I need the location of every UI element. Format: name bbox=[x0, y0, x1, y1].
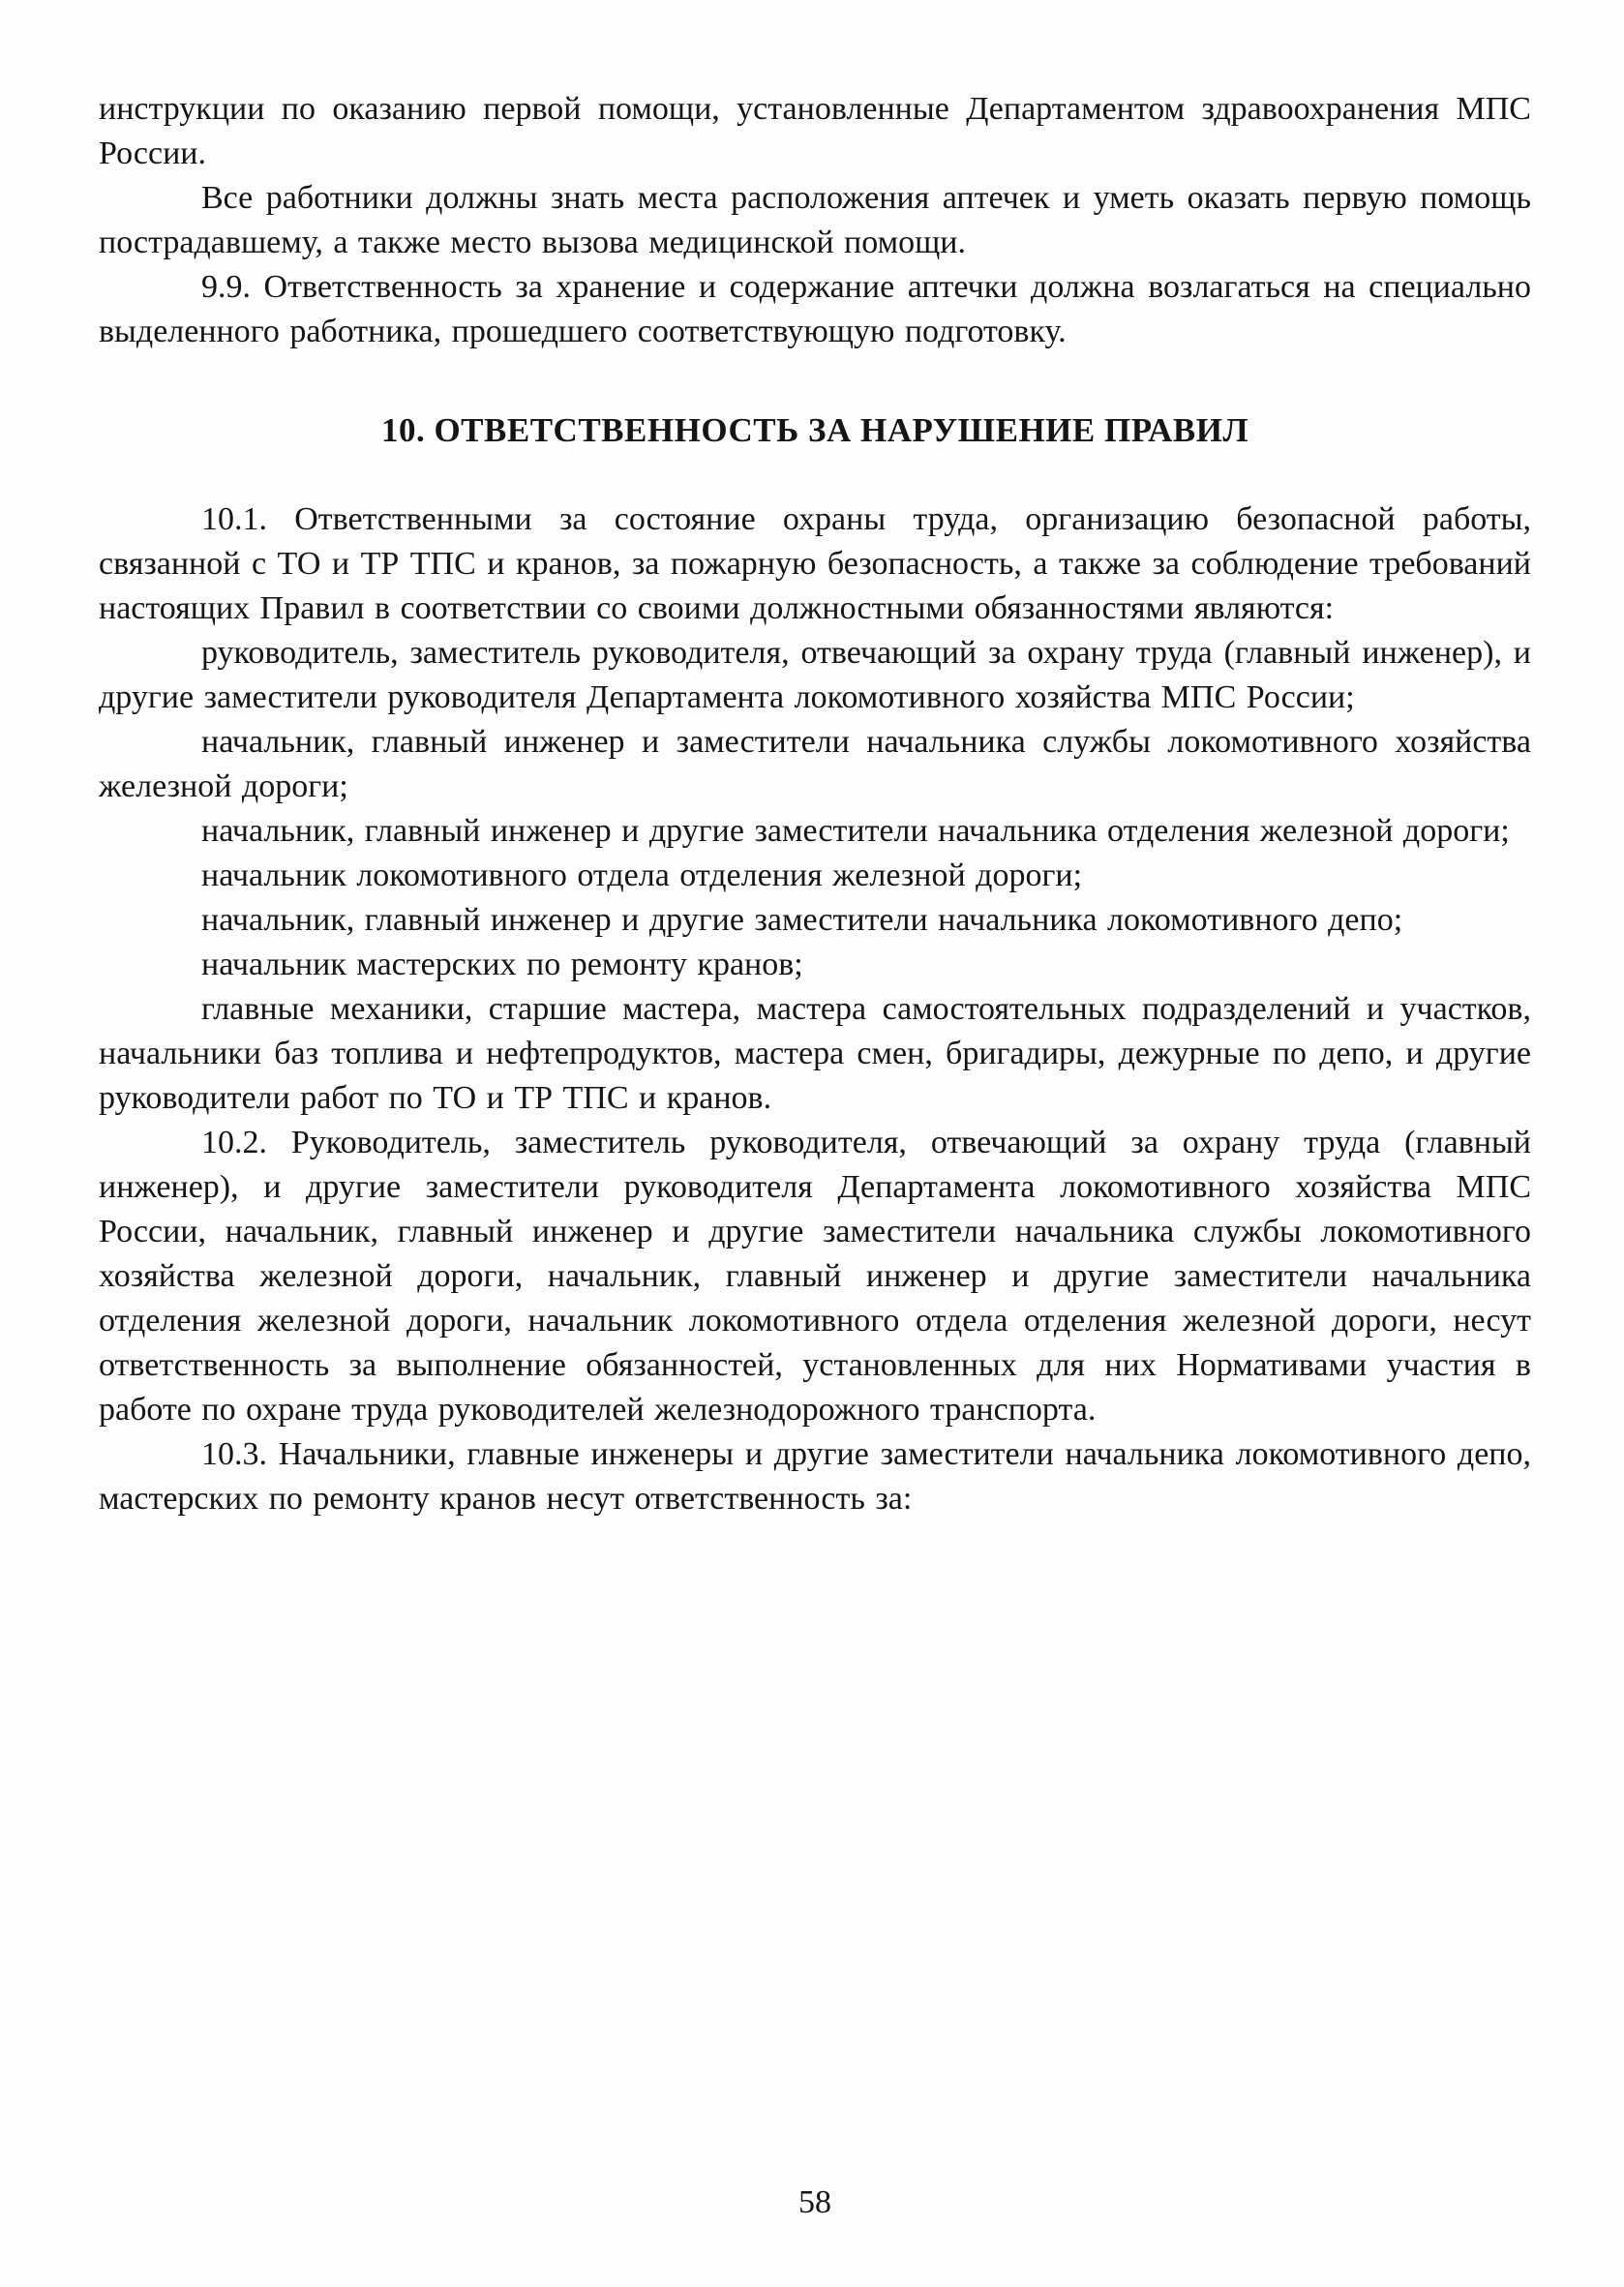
paragraph-10-3: 10.3. Начальники, главные инженеры и другие заместители начальника локомотивного депо, мастерских по ремонту кранов несут ответственность за: bbox=[99, 1436, 1531, 1517]
section-heading: 10. ОТВЕТСТВЕННОСТЬ ЗА НАРУШЕНИЕ ПРАВИЛ bbox=[380, 411, 1249, 449]
list-item-nachalnik-lokomotivnogo-otdela: начальник локомотивного отдела отделения железной дороги; bbox=[201, 858, 1083, 893]
list-item-glavnye-mehaniki: главные механики, старшие мастера, мастера самостоятельных подразделений и участков, начальники баз топлива и нефтепродуктов, мастера смен, бригадиры, дежурные по депо, и другие руководители работ по ТО и ТР ТПС и кранов. bbox=[99, 991, 1531, 1116]
list-item-nachalnik-sluzhby: начальник, главный инженер и заместители начальника службы локомотивного хозяйства железной дороги; bbox=[99, 724, 1531, 804]
paragraph-10-1: 10.1. Ответственными за состояние охраны труда, организацию безопасной работы, связанной с ТО и ТР ТПС и кранов, за пожарную безопасность, а также за соблюдение требований настоящих Правил в соответствии со своими должностными обязанностями являются: bbox=[99, 501, 1531, 626]
list-item-nachalnik-otdeleniya: начальник, главный инженер и другие заместители начальника отделения железной дороги; bbox=[201, 813, 1510, 849]
page-content bbox=[99, 87, 1531, 1521]
list-item-nachalnik-depo: начальник, главный инженер и другие заместители начальника локомотивного депо; bbox=[201, 902, 1403, 938]
paragraph-continuation: инструкции по оказанию первой помощи, установленные Департаментом здравоохранения МПС России. bbox=[99, 91, 1531, 171]
paragraph-10-2: 10.2. Руководитель, заместитель руководителя, отвечающий за охрану труда (главный инженер), и другие заместители руководителя Департамента локомотивного хозяйства МПС России, начальник, главный инженер и другие заместители начальника службы локомотивного хозяйства железной дороги, начальник, главный инженер и другие заместители начальника отделения железной дороги, начальник локомотивного отдела отделения железной дороги, несут ответственность за выполнение обязанностей, установленных для них Нормативами участия в работе по охране труда руководителей железнодорожного транспорта. bbox=[99, 1125, 1531, 1428]
list-item-rukovoditel: руководитель, заместитель руководителя, отвечающий за охрану труда (главный инженер), и другие заместители руководителя Департамента локомотивного хозяйства МПС России; bbox=[99, 635, 1531, 715]
paragraph-first-aid-knowledge: Все работники должны знать места расположения аптечек и уметь оказать первую помощь пострадавшему, а также место вызова медицинской помощи. bbox=[99, 180, 1531, 260]
paragraph-9-9: 9.9. Ответственность за хранение и содержание аптечки должна возлагаться на специально выделенного работника, прошедшего соответствующую подготовку. bbox=[99, 269, 1531, 349]
page-number: 58 bbox=[798, 2184, 831, 2220]
list-item-nachalnik-masterskih: начальник мастерских по ремонту кранов; bbox=[201, 947, 803, 982]
